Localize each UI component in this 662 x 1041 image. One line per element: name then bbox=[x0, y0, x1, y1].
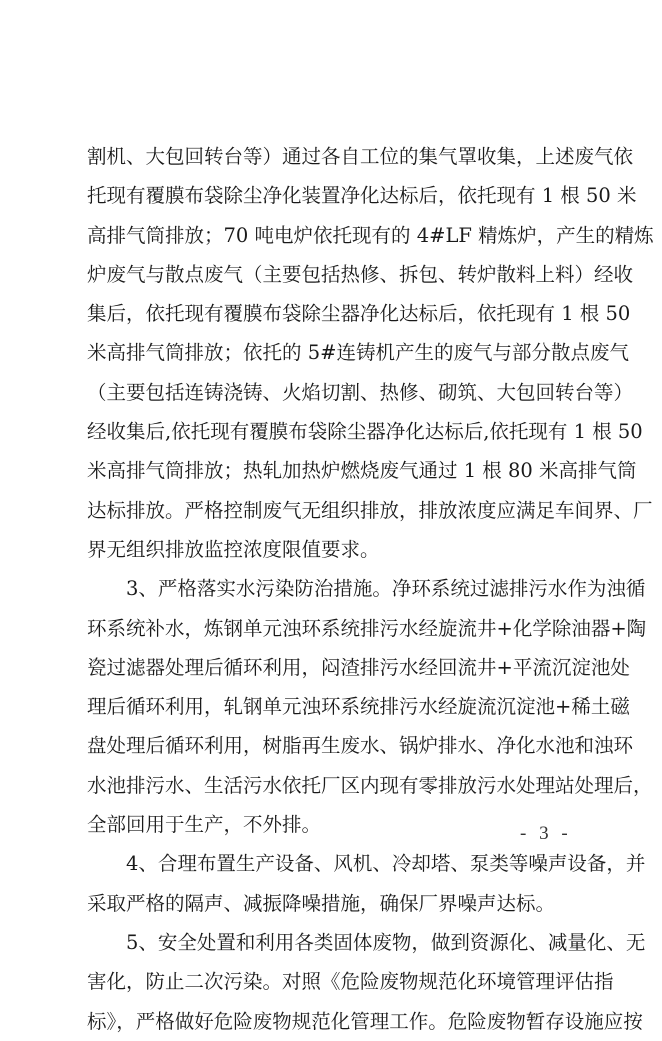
paragraph-noise-control bbox=[87, 844, 646, 923]
text-line: 水池排污水、生活污水依托厂区内现有零排放污水处理站处理后， bbox=[87, 773, 653, 797]
text-line: 米高排气筒排放；热轧加热炉燃烧废气通过 1 根 80 米高排气筒 bbox=[87, 459, 637, 483]
text-line: 理后循环利用，轧钢单元浊环系统排污水经旋流沉淀池+稀土磁 bbox=[87, 695, 630, 719]
document-body bbox=[87, 137, 654, 1041]
paragraph-water-pollution bbox=[87, 569, 653, 844]
text-line: 害化，防止二次污染。对照《危险废物规范化环境管理评估指 bbox=[87, 970, 614, 994]
text-line: 割机、大包回转台等）通过各自工位的集气罩收集，上述废气依 bbox=[87, 145, 634, 168]
text-line: 环系统补水，炼钢单元浊环系统排污水经旋流井+化学除油器+陶 bbox=[87, 616, 647, 640]
text-line: 达标排放。严格控制废气无组织排放，排放浓度应满足车间界、厂 bbox=[87, 498, 653, 522]
text-line: 4、合理布置生产设备、风机、冷却塔、泵类等噪声设备，并 bbox=[126, 852, 646, 876]
text-line: 炉废气与散点废气（主要包括热修、拆包、转炉散料上料）经收 bbox=[87, 262, 634, 286]
text-line: 5、安全处置和利用各类固体废物，做到资源化、减量化、无 bbox=[126, 930, 646, 954]
text-line: 盘处理后循环利用，树脂再生废水、锅炉排水、净化水池和浊环 bbox=[87, 734, 634, 758]
text-line: 高排气筒排放；70 吨电炉依托现有的 4#LF 精炼炉，产生的精炼 bbox=[87, 223, 654, 247]
text-line: 全部回用于生产，不外排。 bbox=[87, 813, 322, 837]
text-line: 经收集后,依托现有覆膜布袋除尘器净化达标后,依托现有 1 根 50 bbox=[87, 420, 643, 444]
text-line: 托现有覆膜布袋除尘净化装置净化达标后，依托现有 1 根 50 米 bbox=[87, 184, 637, 208]
text-line: 界无组织排放监控浓度限值要求。 bbox=[87, 537, 380, 561]
text-line: 采取严格的隔声、减振降噪措施，确保厂界噪声达标。 bbox=[87, 891, 556, 915]
text-line: 米高排气筒排放；依托的 5#连铸机产生的废气与部分散点废气 bbox=[87, 341, 629, 365]
text-line: 3、严格落实水污染防治措施。净环系统过滤排污水作为浊循 bbox=[126, 577, 646, 601]
text-line: 集后，依托现有覆膜布袋除尘器净化达标后，依托现有 1 根 50 bbox=[87, 302, 631, 326]
page-number: - 3 - bbox=[520, 823, 572, 844]
text-line: 瓷过滤器处理后循环利用，闷渣排污水经回流井+平流沉淀池处 bbox=[87, 655, 630, 679]
paragraph-air-emissions-continued bbox=[87, 137, 654, 569]
text-line: 标》，严格做好危险废物规范化管理工作。危险废物暂存设施应按 bbox=[87, 1009, 643, 1033]
paragraph-solid-waste bbox=[87, 923, 646, 1041]
text-line: （主要包括连铸浇铸、火焰切割、热修、砌筑、大包回转台等） bbox=[87, 380, 634, 404]
